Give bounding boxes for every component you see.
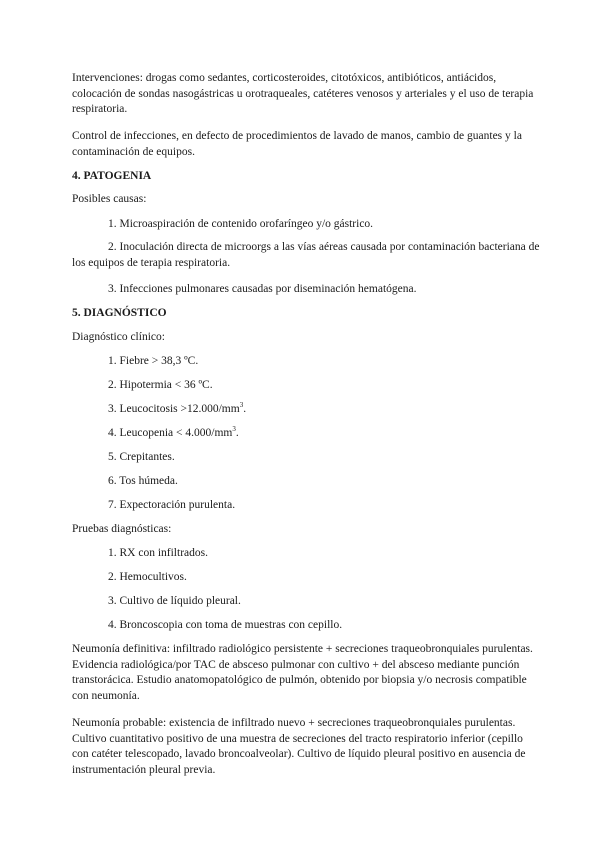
- heading-patogenia: 4. PATOGENIA: [72, 170, 152, 182]
- paragraph-neumonia-definitiva: Neumonía definitiva: infiltrado radiológico persistente + secreciones traqueobronquiales purulentas. Evidencia radiológica/por TAC de absceso pulmonar con cultivo + del absceso mediante punción transtorácica. Estudio anatomopatológico de pulmón, obtenido por biopsia y/o necrosis compatible con neumonía.: [72, 643, 533, 702]
- diagnostico-clinico-intro: Diagnóstico clínico:: [72, 331, 165, 343]
- paragraph-intervenciones: Intervenciones: drogas como sedantes, corticosteroides, citotóxicos, antibióticos, antiácidos, colocación de sondas nasogástricas u orotraqueales, catéteres venosos y arteriales y el uso de terapia respiratoria.: [72, 72, 534, 115]
- list-item-tail: .: [235, 427, 239, 439]
- list-item: 1. RX con infiltrados.: [108, 547, 208, 559]
- list-item-text: 3. Leucocitosis >12.000/mm: [108, 403, 240, 415]
- list-item: 6. Tos húmeda.: [108, 475, 178, 487]
- patogenia-intro: Posibles causas:: [72, 193, 147, 205]
- list-item: 2. Inoculación directa de microorgs a las vías aéreas causada por contaminación bacteriana de los equipos de terapia respiratoria.: [72, 241, 540, 269]
- list-item: [108, 402, 548, 418]
- list-item: 1. Microaspiración de contenido orofaríngeo y/o gástrico.: [108, 218, 374, 230]
- list-item: 2. Hipotermia < 36 ºC.: [108, 379, 213, 391]
- pruebas-diagnosticas-intro: Pruebas diagnósticas:: [72, 523, 172, 535]
- list-item: 3. Infecciones pulmonares causadas por diseminación hematógena.: [108, 283, 417, 295]
- paragraph-control-infecciones: Control de infecciones, en defecto de procedimientos de lavado de manos, cambio de guantes y la contaminación de equipos.: [72, 130, 522, 158]
- list-item: 2. Hemocultivos.: [108, 571, 187, 583]
- list-item: 1. Fiebre > 38,3 ºC.: [108, 355, 199, 367]
- heading-diagnostico: 5. DIAGNÓSTICO: [72, 307, 167, 319]
- list-item: 4. Broncoscopia con toma de muestras con cepillo.: [108, 619, 343, 631]
- list-item: 3. Cultivo de líquido pleural.: [108, 595, 241, 607]
- superscript-exponent: 3: [239, 401, 244, 410]
- list-item: 7. Expectoración purulenta.: [108, 499, 236, 511]
- list-item-tail: .: [243, 403, 247, 415]
- superscript-exponent: 3: [232, 425, 236, 434]
- list-item-text: 4. Leucopenia < 4.000/mm: [108, 427, 233, 439]
- list-item: 5. Crepitantes.: [108, 451, 175, 463]
- list-item: [108, 426, 548, 442]
- paragraph-neumonia-probable: Neumonía probable: existencia de infiltrado nuevo + secreciones traqueobronquiales purulentas. Cultivo cuantitativo positivo de una muestra de secreciones del tracto respiratorio inferior (cepillo con catéter telescopado, lavado broncoalveolar). Cultivo de líquido pleural positivo en ausencia de instrumentación pleural previa.: [72, 717, 526, 776]
